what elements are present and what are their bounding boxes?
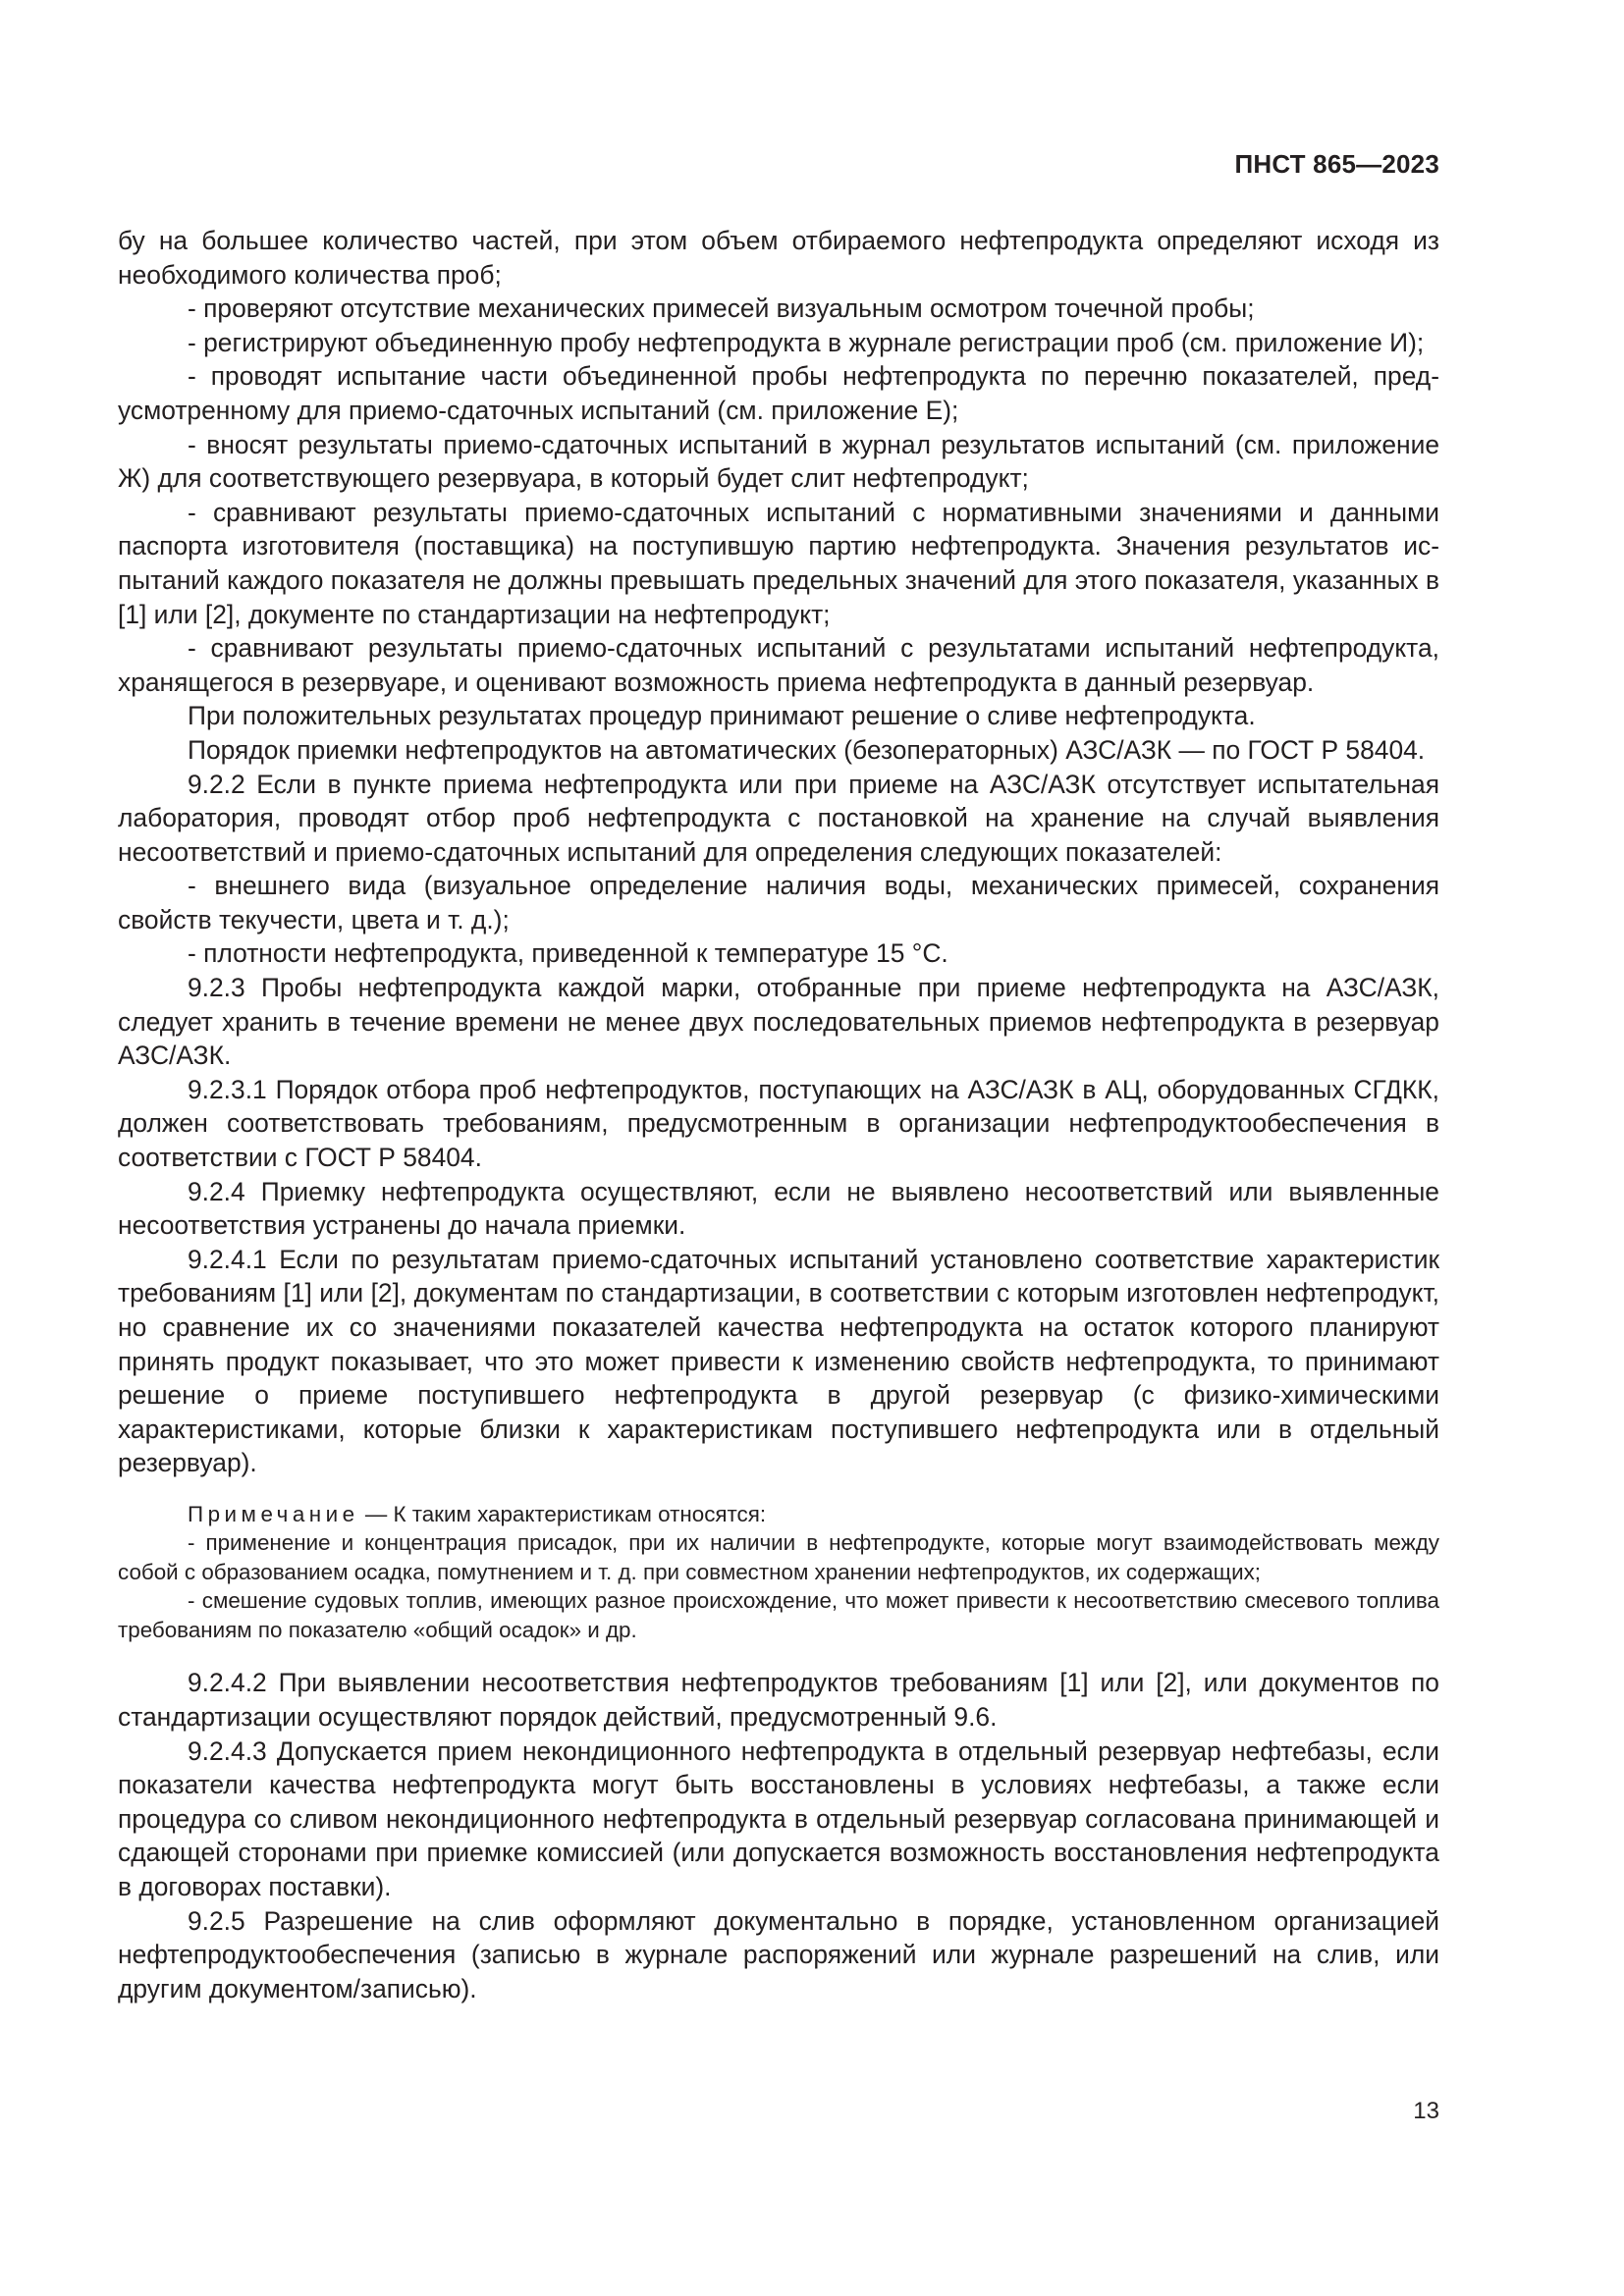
list-item: - сравнивают результаты приемо-сдаточных испытаний с результатами испытаний нефтепродукта, хранящегося в резервуаре, и оценивают возможность приема нефтепродукта в данный резервуар. [118, 633, 1439, 697]
paragraph-continuation: бу на большее количество частей, при этом объем отбираемого нефтепродукта определяют исходя из необходимого количества проб; [118, 226, 1439, 290]
list-item: - сравнивают результаты приемо-сдаточных испытаний с нормативными значениями и данными паспорта изготовителя (поставщика) на поступившую партию нефтепродукта. Значения результатов испытаний каждого показателя не должны превышать предельных значений для этого показателя, указанных в [1] или [2], документе по стандартизации на нефтепродукт; [118, 497, 1439, 629]
note-item: - смешение судовых топлив, имеющих разное происхождение, что может привести к несоответствию смесевого топлива требованиям по показателю «общий осадок» и др. [118, 1588, 1439, 1642]
note-block [118, 1500, 1439, 1645]
document-code: ПНСТ 865—2023 [1234, 149, 1439, 179]
paragraph: При положительных результатах процедур принимают решение о сливе нефтепродукта. [188, 701, 1256, 731]
paragraph: Порядок приемки нефтепродуктов на автоматических (безоператорных) АЗС/АЗК — по ГОСТ Р 58404. [188, 734, 1426, 765]
clause-9-2-4: 9.2.4 Приемку нефтепродукта осуществляют, если не выявлено несоответствий или выявленные несоответствия устранены до начала приемки. [118, 1176, 1439, 1241]
note-item: - применение и концентрация присадок, при их наличии в нефтепродукте, которые могут взаимодействовать между собой с образованием осадка, помутнением и т. д. при совместном хранении нефтепродуктов, их содержащих; [118, 1530, 1439, 1584]
note-heading [118, 1500, 1439, 1529]
clause-9-2-3-1: 9.2.3.1 Порядок отбора проб нефтепродуктов, поступающих на АЗС/АЗК в АЦ, оборудованных СГДКК, должен соответствовать требованиям, предусмотренным в организации нефтепродуктообеспечения в соответствии с ГОСТ Р 58404. [118, 1074, 1439, 1173]
clause-9-2-4-2: 9.2.4.2 При выявлении несоответствия нефтепродуктов требованиям [1] или [2], или документов по стандартизации осуществляют порядок действий, предусмотренный 9.6. [118, 1668, 1439, 1733]
list-item: - проводят испытание части объединенной пробы нефтепродукта по перечню показателей, предусмотренному для приемо-сдаточных испытаний (см. приложение Е); [118, 361, 1439, 425]
clause-9-2-5: 9.2.5 Разрешение на слив оформляют документально в порядке, установленном организацией нефтепродуктообеспечения (записью в журнале распоряжений или журнале разрешений на слив, или другим документом/записью). [118, 1905, 1439, 2003]
clause-9-2-3: 9.2.3 Пробы нефтепродукта каждой марки, отобранные при приеме нефтепродукта на АЗС/АЗК, следует хранить в течение времени не менее двух последовательных приемов нефтепродукта в резервуар АЗС/АЗК. [118, 973, 1439, 1071]
list-item: - регистрируют объединенную пробу нефтепродукта в журнале регистрации проб (см. приложение И); [188, 327, 1425, 357]
clause-9-2-4-1: 9.2.4.1 Если по результатам приемо-сдаточных испытаний установлено соответствие характеристик требованиям [1] или [2], документам по стандартизации, в соответствии с которым изготовлен нефтепродукт, но сравнение их со значениями показателей качества нефтепродукта на остаток которого планируют принять продукт показывает, что это может привести к изменению свойств нефтепродукта, то принимают решение о приеме поступившего нефтепродукта в другой резервуар (с физико-химическими характеристиками, которые близки к характеристикам поступившего нефтепродукта или в отдельный резервуар). [118, 1244, 1439, 1478]
clause-9-2-2: 9.2.2 Если в пункте приема нефтепродукта или при приеме на АЗС/АЗК отсутствует испытательная лаборатория, проводят отбор проб нефтепродукта с постановкой на хранение на случай выявления несоответствий и приемо-сдаточных испытаний для определения следующих показателей: [118, 769, 1439, 867]
list-item: - вносят результаты приемо-сдаточных испытаний в журнал результатов испытаний (см. приложение Ж) для соответствующего резервуара, в который будет слит нефтепродукт; [118, 429, 1439, 494]
note-intro: — К таким характеристикам относятся: [358, 1501, 767, 1526]
clause-9-2-4-3: 9.2.4.3 Допускается прием некондиционного нефтепродукта в отдельный резервуар нефтебазы, если показатели качества нефтепродукта могут быть восстановлены в условиях нефтебазы, а также если процедура со сливом некондиционного нефтепродукта в отдельный резервуар согласована принимающей и сдающей сторонами при приемке комиссией (или допускается возможность восстановления нефтепродукта в договорах поставки). [118, 1735, 1439, 1902]
list-item: - плотности нефтепродукта, приведенной к температуре 15 °С. [188, 938, 948, 969]
list-item: - внешнего вида (визуальное определение наличия воды, механических примесей, сохранения свойств текучести, цвета и т. д.); [118, 871, 1439, 934]
note-label: Примечание [188, 1501, 359, 1526]
page-number: 13 [1413, 2098, 1439, 2124]
page-body [118, 224, 1439, 2005]
list-item: - проверяют отсутствие механических примесей визуальным осмотром точечной пробы; [188, 294, 1255, 324]
